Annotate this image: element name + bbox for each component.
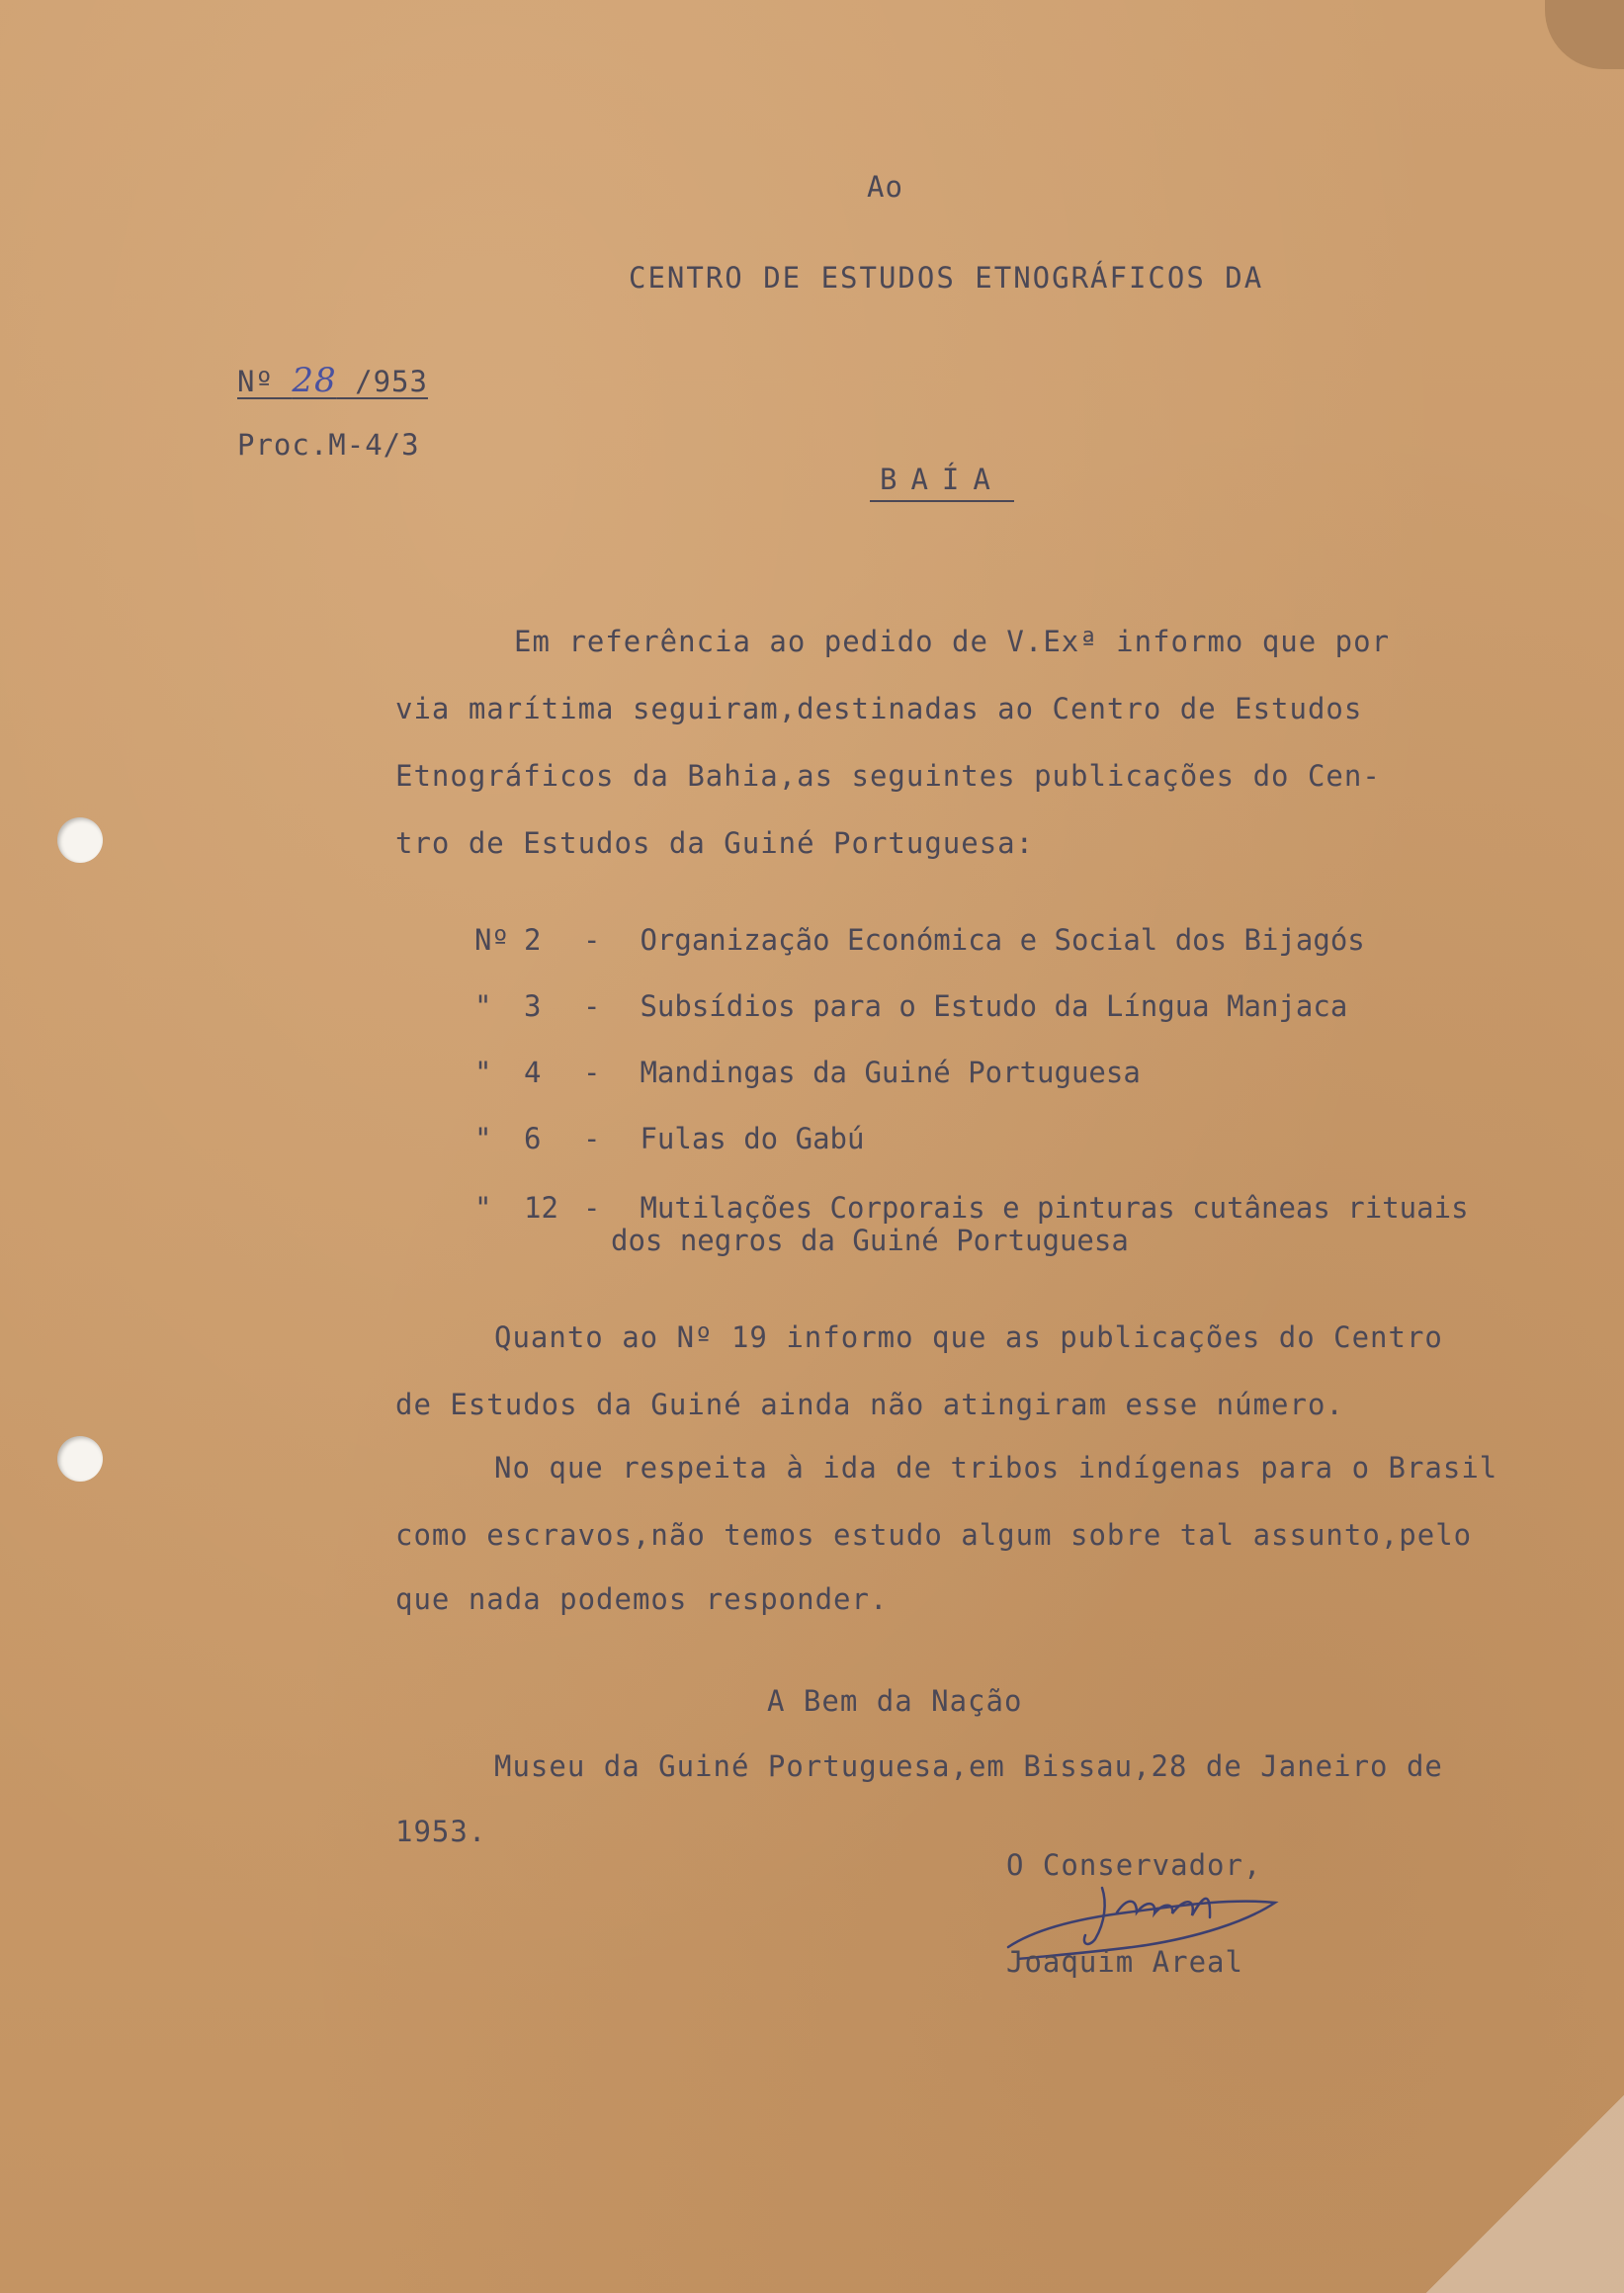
reference-prefix: Nº [237,365,293,398]
list-item-mark: Nº [474,923,509,957]
addressee-name: CENTRO DE ESTUDOS ETNOGRÁFICOS DA [629,261,1264,295]
place-date: Museu da Guiné Portuguesa,em Bissau,28 de Janeiro de [494,1749,1443,1783]
list-item-title: Organização Económica e Social dos Bijagós [640,923,1365,957]
punch-hole-bottom [57,1436,103,1482]
list-item-title: Mandingas da Guiné Portuguesa [640,1056,1141,1089]
addressee-place: BAÍA [870,463,1014,502]
p3-line-2: como escravos,não temos estudo algum sobre tal assunto,pelo [395,1518,1473,1552]
list-item: " 3 - Subsídios para o Estudo da Língua Manjaca [474,989,1348,1023]
list-item-number: 4 [524,1056,542,1089]
p2-line-1: Quanto ao Nº 19 informo que as publicações do Centro [494,1320,1443,1354]
p3-line-1: No que respeita à ida de tribos indígenas para o Brasil [494,1451,1498,1485]
paper-corner-curl [1426,2095,1624,2293]
list-item-mark: " [474,989,492,1023]
list-item-mark: " [474,1056,492,1089]
paper-corner-fold [1545,0,1624,69]
list-item: Nº 2 - Organização Económica e Social dos Bijagós [474,923,1365,957]
p3-line-3: que nada podemos responder. [395,1582,889,1616]
signatory-name: Joaquim Areal [1006,1945,1243,1979]
addressee-prefix: Ao [867,170,903,204]
list-item-title: Mutilações Corporais e pinturas cutâneas rituais [640,1191,1469,1225]
reference-handwritten-number: 28 [292,361,337,400]
list-item-number: 12 [524,1191,558,1225]
reference-suffix: /953 [336,365,428,398]
signatory-title: O Conservador, [1006,1848,1262,1882]
list-item-number: 3 [524,989,542,1023]
list-item-continuation: dos negros da Guiné Portuguesa [611,1224,1129,1257]
reference-number [237,361,428,400]
p1-line-2: via marítima seguiram,destinadas ao Centro de Estudos [395,692,1363,725]
p2-line-2: de Estudos da Guiné ainda não atingiram esse número. [395,1388,1344,1421]
date-year: 1953. [395,1815,487,1848]
list-item-number: 2 [524,923,542,957]
list-item: " 4 - Mandingas da Guiné Portuguesa [474,1056,1141,1089]
p1-line-3: Etnográficos da Bahia,as seguintes publicações do Cen- [395,759,1381,793]
list-item: " 12 - Mutilações Corporais e pinturas cutâneas rituais [474,1191,1469,1225]
closing-salutation: A Bem da Nação [767,1684,1023,1718]
list-item-title: Subsídios para o Estudo da Língua Manjaca [640,989,1348,1023]
list-item-title: Fulas do Gabú [640,1122,865,1155]
process-number: Proc.M-4/3 [237,428,420,462]
list-item-mark: " [474,1122,492,1155]
list-item: " 6 - Fulas do Gabú [474,1122,865,1155]
list-item-number: 6 [524,1122,542,1155]
p1-line-1: Em referência ao pedido de V.Exª informo que por [514,625,1391,658]
punch-hole-top [57,817,103,863]
list-item-mark: " [474,1191,492,1225]
p1-line-4: tro de Estudos da Guiné Portuguesa: [395,826,1035,860]
